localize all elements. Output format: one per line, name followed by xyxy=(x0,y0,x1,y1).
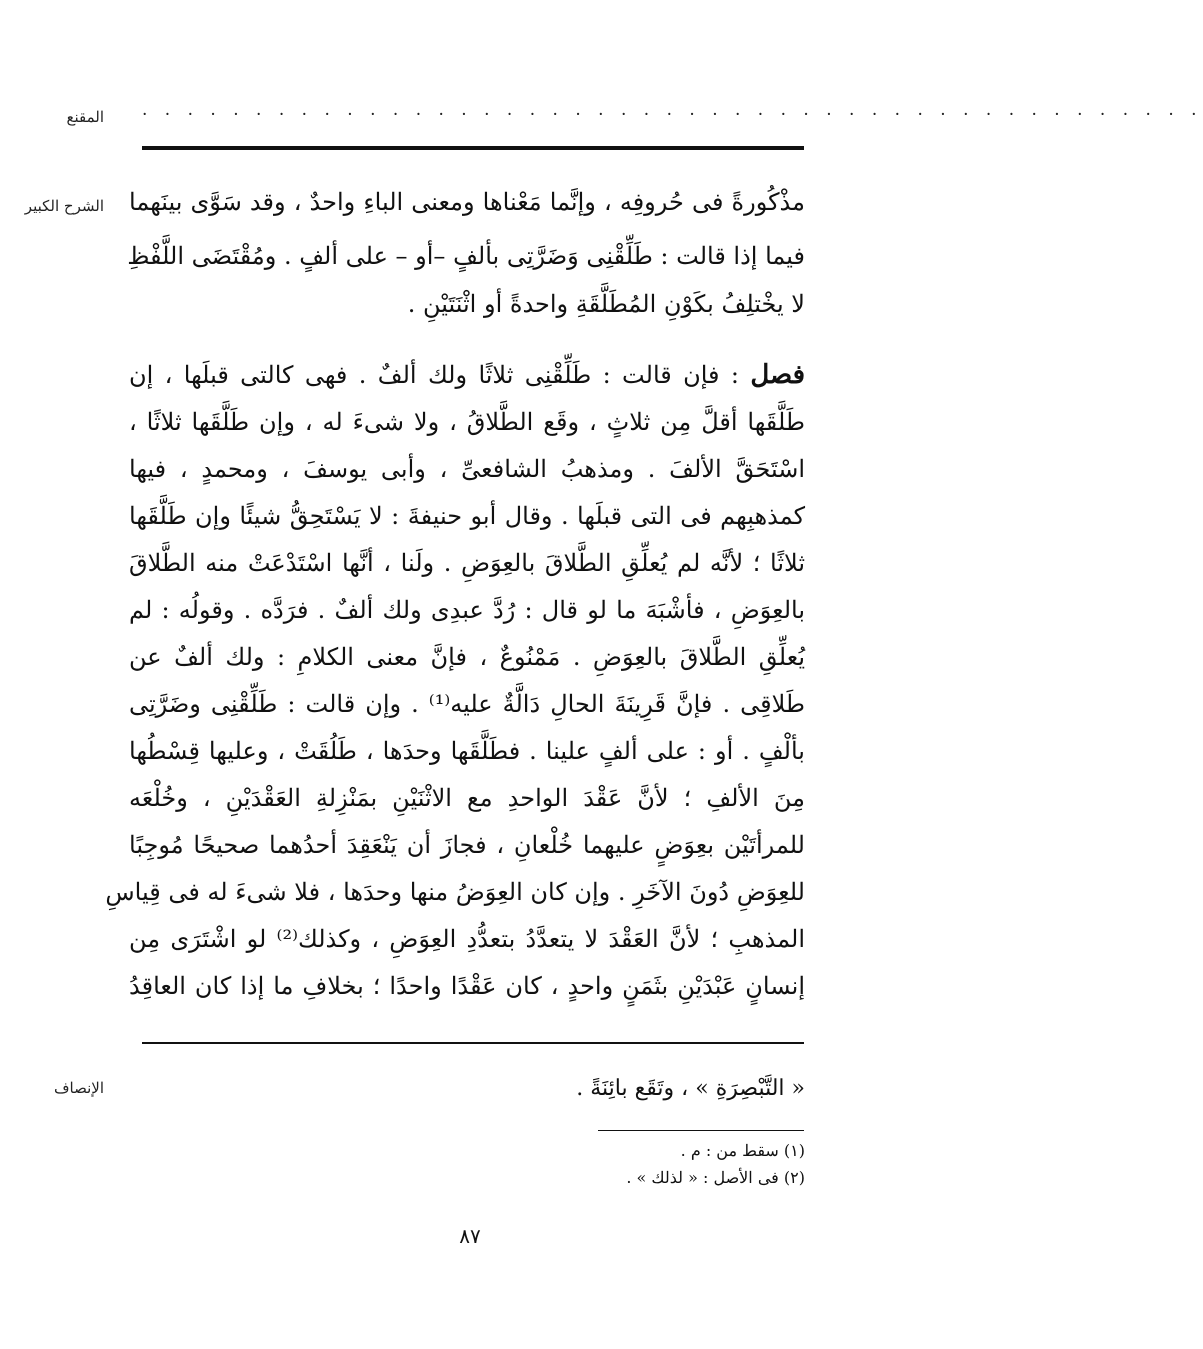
text-line: طَلَّقَها أقلَّ مِن ثلاثٍ ، وقَع الطَّلاقُ ، ولا شىءَ له ، وإن طَلَّقَها ثلاثًا ، xyxy=(129,408,805,436)
text-line: للمرأتَيْن بعِوَضٍ عليهما خُلْعانِ ، فجازَ أن يَنْعَقِدَ أحدُهما صحيحًا مُوجِبًا xyxy=(129,831,805,859)
text-line: اسْتَحَقَّ الألفَ . ومذهبُ الشافعىِّ ، وأبى يوسفَ ، ومحمدٍ ، فيها xyxy=(129,455,805,483)
text-line: لا يخْتلِفُ بكَوْنِ المُطَلَّقَةِ واحدةً أو اثْنَتَيْنِ . xyxy=(407,290,805,318)
text-line: المذهبِ ؛ لأنَّ العَقْدَ لا يتعدَّدُ بتعدُّدِ العِوَضِ ، وكذلك⁽²⁾ لو اشْتَرَى مِن xyxy=(129,925,805,953)
text-line: مِنَ الألفِ ؛ لأنَّ عَقْدَ الواحدِ مع الاثْنَيْنِ بمَنْزِلةِ العَقْدَيْنِ ، وخُلْعَه xyxy=(129,784,805,812)
text-line: للعِوَضِ دُونَ الآخَرِ . وإن كان العِوَضُ منها وحدَها ، فلا شىءَ له فى قِياسِ xyxy=(105,878,805,906)
text-line: كمذهبِهم فى التى قبلَها . وقال أبو حنيفةَ : لا يَسْتَحِقُّ شيئًا وإن طَلَّقَها xyxy=(129,502,805,530)
section-first-line-text: : فإن قالت : طَلِّقْنِى ثلاثًا ولك ألفٌ . فهى كالتى قبلَها ، إن xyxy=(129,361,751,389)
text-line: طَلاقِى . فإنَّ قَرِينَةَ الحالِ دَالَّةٌ عليه⁽¹⁾ . وإن قالت : طَلِّقْنِى وضَرَّتِى xyxy=(129,690,805,718)
footnote-divider xyxy=(598,1130,804,1131)
header-rule xyxy=(142,146,804,150)
text-line: بالعِوَضِ ، فأشْبَهَ ما لو قال : رُدَّ عبدِى ولك ألفٌ . فرَدَّه . وقولُه : لم xyxy=(129,596,805,624)
section-divider xyxy=(142,1042,804,1044)
text-line: ثلاثًا ؛ لأنَّه لم يُعلِّقِ الطَّلاقَ بالعِوَضِ . ولَنا ، أنَّها اسْتَدْعَتْ منه الطَّلاقَ xyxy=(129,549,805,577)
insaf-text: « التَّبْصِرَةِ » ، وتَقَع بائِنَةً . xyxy=(576,1076,805,1101)
section-heading: فصل xyxy=(750,360,805,390)
text-line: مذْكُورةً فى حُروفِه ، وإنَّما مَعْناها ومعنى الباءِ واحدٌ ، وقد سَوَّى بينَهما xyxy=(129,188,805,216)
footnote: (١) سقط من : م . xyxy=(680,1141,805,1160)
text-line: بألْفٍ . أو : على ألفٍ علينا . فطَلَّقَها وحدَها ، طَلُقَتْ ، وعليها قِسْطُها xyxy=(129,737,805,765)
text-line: فيما إذا قالت : طَلِّقْنِى وَضَرَّتِى بألفٍ –أو – على ألفٍ . ومُقْتَضَى اللَّفْظِ xyxy=(127,242,805,270)
text-line: إنسانٍ عَبْدَيْنِ بثَمَنٍ واحدٍ ، كان عَقْدًا واحدًا ؛ بخلافِ ما إذا كان العاقِدُ xyxy=(129,972,805,1000)
margin-label-sharh: الشرح الكبير xyxy=(24,197,104,215)
header-dotted-rule: · · · · · · · · · · · · · · · · · · · · · · · · · · · · · · · · · · · · · · · · · · · · · · · xyxy=(142,105,1203,125)
page-number: ٨٧ xyxy=(459,1224,481,1248)
book-title: المقنع xyxy=(66,108,104,126)
text-line: يُعلِّقِ الطَّلاقَ بالعِوَضِ . مَمْنُوعٌ ، فإنَّ معنى الكلامِ : ولك ألفٌ عن xyxy=(129,643,805,671)
footnote: (٢) فى الأصل : « لذلك » . xyxy=(626,1168,805,1187)
margin-label-insaf: الإنصاف xyxy=(53,1079,104,1097)
section-first-line xyxy=(129,355,805,395)
